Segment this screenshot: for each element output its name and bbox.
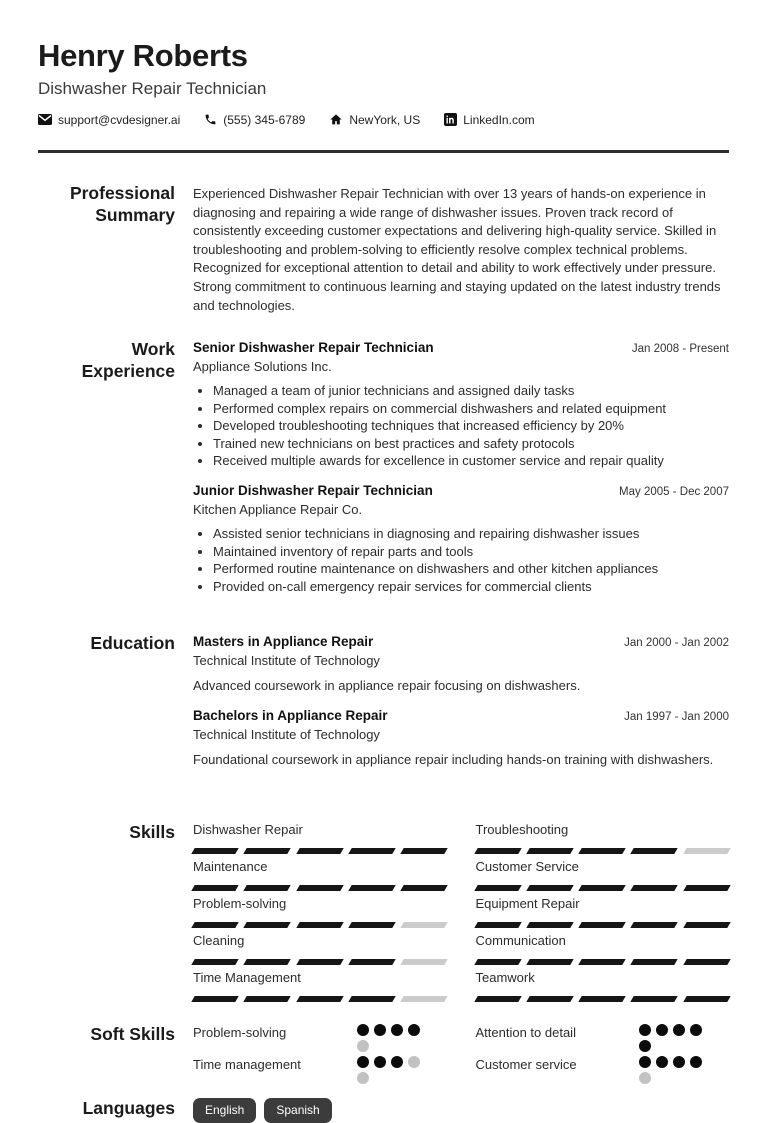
section-label-professional-summary: Professional Summary xyxy=(69,182,175,225)
skill-bar-segment-filled xyxy=(631,959,679,965)
job-company: Appliance Solutions Inc. xyxy=(193,359,332,375)
job-bullet: • Received multiple awards for excellence in customer service and repair quality xyxy=(213,452,729,470)
skill-bar-segment-empty xyxy=(400,996,448,1002)
contact-linkedin-text: LinkedIn.com xyxy=(463,112,535,127)
skill-level-bar xyxy=(193,922,447,928)
skill-bar-segment-filled xyxy=(296,959,344,965)
skill-item xyxy=(476,822,730,854)
email-icon xyxy=(38,114,52,125)
education-content xyxy=(193,633,729,768)
soft-skill-item xyxy=(476,1056,730,1084)
rating-dot-empty xyxy=(639,1072,651,1084)
contact-phone-text: (555) 345-6789 xyxy=(223,112,306,127)
skill-level-bar xyxy=(476,959,730,965)
section-label-work-experience: Work Experience xyxy=(81,339,175,381)
skill-bar-segment-filled xyxy=(191,885,239,891)
skill-level-bar xyxy=(476,885,730,891)
soft-skill-dots xyxy=(357,1056,429,1084)
contact-home xyxy=(329,113,420,127)
work-experience-content xyxy=(193,339,729,595)
skill-bar-segment-filled xyxy=(683,885,731,891)
section-label-skills: Skills xyxy=(129,822,175,843)
skill-bar-segment-filled xyxy=(348,959,396,965)
header-divider xyxy=(38,150,729,153)
rating-dot-filled xyxy=(639,1024,651,1036)
skill-item xyxy=(193,822,447,854)
job-bullet: • Assisted senior technicians in diagnosing and repairing dishwasher issues xyxy=(213,525,729,543)
skill-bar-segment-filled xyxy=(244,922,292,928)
soft-skill-dots xyxy=(639,1056,711,1084)
soft-skill-name: Problem-solving xyxy=(193,1025,287,1041)
skill-bar-segment-filled xyxy=(244,959,292,965)
rating-dot-filled xyxy=(673,1024,685,1036)
rating-dot-filled xyxy=(673,1056,685,1068)
job-bullet: • Performed routine maintenance on dishwashers and other kitchen appliances xyxy=(213,560,729,578)
job-bullet: • Trained new technicians on best practices and safety protocols xyxy=(213,435,729,453)
skill-bar-segment-filled xyxy=(348,922,396,928)
skill-bar-segment-empty xyxy=(400,922,448,928)
skill-bar-segment-filled xyxy=(191,848,239,854)
skill-bar-segment-filled xyxy=(296,885,344,891)
job-entry xyxy=(193,482,729,595)
skill-bar-segment-filled xyxy=(244,885,292,891)
skill-bar-segment-filled xyxy=(191,922,239,928)
job-dates: May 2005 - Dec 2007 xyxy=(619,486,729,499)
skill-bar-segment-filled xyxy=(526,996,574,1002)
skill-bar-segment-filled xyxy=(296,922,344,928)
section-label-languages: Languages xyxy=(82,1098,175,1119)
skill-name: Communication xyxy=(475,933,566,949)
education-description: Advanced coursework in appliance repair focusing on dishwashers. xyxy=(193,678,581,694)
rating-dot-filled xyxy=(690,1024,702,1036)
skill-name: Problem-solving xyxy=(193,896,287,912)
skill-name: Customer Service xyxy=(475,859,579,875)
skill-bar-segment-filled xyxy=(474,996,522,1002)
skill-bar-segment-filled xyxy=(578,848,626,854)
rating-dot-filled xyxy=(374,1056,386,1068)
soft-skill-dots xyxy=(357,1024,429,1052)
skill-name: Maintenance xyxy=(193,859,268,875)
section-professional-summary xyxy=(38,183,729,315)
skill-name: Teamwork xyxy=(475,970,535,986)
job-entry-head xyxy=(193,339,729,356)
skill-bar-segment-filled xyxy=(683,996,731,1002)
skill-bar-segment-filled xyxy=(244,996,292,1002)
skill-bar-segment-filled xyxy=(474,885,522,891)
job-bullet: • Provided on-call emergency repair services for commercial clients xyxy=(213,578,729,596)
skill-bar-segment-filled xyxy=(244,848,292,854)
education-dates: Jan 1997 - Jan 2000 xyxy=(624,711,729,724)
job-bullet: • Maintained inventory of repair parts and tools xyxy=(213,543,729,561)
section-work-experience xyxy=(38,339,729,595)
person-name: Henry Roberts xyxy=(38,38,248,73)
soft-skill-item xyxy=(476,1024,730,1052)
skill-bar-segment-empty xyxy=(683,848,731,854)
skill-name: Time Management xyxy=(193,970,301,986)
rating-dot-filled xyxy=(374,1024,386,1036)
soft-skill-item xyxy=(193,1056,447,1084)
skill-bar-segment-filled xyxy=(400,848,448,854)
education-degree: Bachelors in Appliance Repair xyxy=(193,708,388,724)
contact-email-text: support@cvdesigner.ai xyxy=(58,112,181,127)
education-entry-head xyxy=(193,633,729,650)
skill-bar-segment-filled xyxy=(400,885,448,891)
skill-bar-segment-filled xyxy=(683,922,731,928)
skill-level-bar xyxy=(476,996,730,1002)
phone-icon xyxy=(204,113,217,126)
education-dates: Jan 2000 - Jan 2002 xyxy=(624,637,729,650)
skill-bar-segment-filled xyxy=(683,959,731,965)
section-label-soft-skills: Soft Skills xyxy=(90,1024,175,1045)
skill-item xyxy=(476,970,730,1002)
job-title: Junior Dishwasher Repair Technician xyxy=(193,483,433,499)
rating-dot-filled xyxy=(690,1056,702,1068)
section-education xyxy=(38,633,729,768)
language-badge: Spanish xyxy=(264,1098,331,1123)
contact-row xyxy=(38,113,729,127)
skill-item xyxy=(193,933,447,965)
skill-bar-segment-filled xyxy=(348,885,396,891)
job-entry xyxy=(193,339,729,470)
skill-name: Cleaning xyxy=(193,933,245,949)
language-badge: English xyxy=(193,1098,256,1123)
linkedin-icon xyxy=(444,113,457,126)
skill-bar-segment-filled xyxy=(474,959,522,965)
rating-dot-empty xyxy=(357,1072,369,1084)
skill-bar-segment-filled xyxy=(578,959,626,965)
rating-dot-filled xyxy=(656,1024,668,1036)
resume-header xyxy=(38,40,729,127)
section-label-education: Education xyxy=(90,633,175,654)
summary-text: Experienced Dishwasher Repair Technician with over 13 years of hands-on experience in diagnosing and repairing a wide range of dishwasher issues. Proven track record of consistently exceeding customer expectations and delivering high-quality service. Skilled in troubleshooting and problem-solving to efficiently resolve complex technical problems. Recognized for exceptional attention to detail and ability to work effectively under pressure. Strong commitment to continuous learning and staying updated on the latest industry trends and technologies. xyxy=(193,185,721,313)
soft-skill-name: Time management xyxy=(193,1057,301,1073)
rating-dot-filled xyxy=(391,1056,403,1068)
skill-name: Equipment Repair xyxy=(475,896,580,912)
education-description: Foundational coursework in appliance repair including hands-on training with dishwashers. xyxy=(193,752,714,768)
education-entry xyxy=(193,707,729,768)
job-dates: Jan 2008 - Present xyxy=(631,343,729,356)
education-school: Technical Institute of Technology xyxy=(193,653,380,669)
skill-bar-segment-filled xyxy=(296,996,344,1002)
skill-bar-segment-filled xyxy=(191,996,239,1002)
education-degree: Masters in Appliance Repair xyxy=(193,634,374,650)
job-bullet: • Developed troubleshooting techniques that increased efficiency by 20% xyxy=(213,417,729,435)
rating-dot-filled xyxy=(656,1056,668,1068)
education-entry xyxy=(193,633,729,694)
skill-level-bar xyxy=(193,996,447,1002)
skill-bar-segment-filled xyxy=(296,848,344,854)
rating-dot-filled xyxy=(639,1040,651,1052)
skill-item xyxy=(193,896,447,928)
skill-level-bar xyxy=(193,959,447,965)
section-skills xyxy=(38,822,729,1002)
skill-name: Troubleshooting xyxy=(475,822,569,838)
rating-dot-filled xyxy=(357,1024,369,1036)
skill-bar-segment-filled xyxy=(631,848,679,854)
skill-bar-segment-filled xyxy=(631,885,679,891)
person-job-title: Dishwasher Repair Technician xyxy=(38,78,267,98)
skill-bar-segment-filled xyxy=(578,922,626,928)
job-entry-head xyxy=(193,482,729,499)
rating-dot-filled xyxy=(639,1056,651,1068)
job-company: Kitchen Appliance Repair Co. xyxy=(193,502,363,518)
job-bullet-list xyxy=(193,525,729,595)
soft-skills-grid xyxy=(193,1024,729,1084)
skill-level-bar xyxy=(193,885,447,891)
skill-bar-segment-filled xyxy=(348,996,396,1002)
skill-item xyxy=(476,933,730,965)
skill-item xyxy=(193,970,447,1002)
skill-item xyxy=(476,896,730,928)
skill-level-bar xyxy=(193,848,447,854)
soft-skill-item xyxy=(193,1024,447,1052)
home-icon xyxy=(329,113,343,126)
rating-dot-filled xyxy=(391,1024,403,1036)
skills-grid xyxy=(193,822,729,1002)
job-bullet-list xyxy=(193,382,729,470)
skill-bar-segment-filled xyxy=(526,959,574,965)
contact-linkedin[interactable] xyxy=(444,113,534,127)
languages-list xyxy=(193,1098,729,1123)
skill-bar-segment-filled xyxy=(191,959,239,965)
skill-bar-segment-filled xyxy=(578,996,626,1002)
soft-skill-name: Customer service xyxy=(475,1057,577,1073)
job-bullet: • Managed a team of junior technicians and assigned daily tasks xyxy=(213,382,729,400)
skill-bar-segment-filled xyxy=(631,996,679,1002)
contact-phone xyxy=(204,113,305,127)
skill-bar-segment-empty xyxy=(400,959,448,965)
skill-bar-segment-filled xyxy=(474,922,522,928)
education-entry-head xyxy=(193,707,729,724)
rating-dot-empty xyxy=(408,1056,420,1068)
skill-bar-segment-filled xyxy=(526,848,574,854)
skill-bar-segment-filled xyxy=(578,885,626,891)
contact-home-text: NewYork, US xyxy=(349,112,421,127)
rating-dot-filled xyxy=(408,1024,420,1036)
skill-level-bar xyxy=(476,922,730,928)
job-title: Senior Dishwasher Repair Technician xyxy=(193,340,434,356)
skill-bar-segment-filled xyxy=(348,848,396,854)
skill-level-bar xyxy=(476,848,730,854)
soft-skill-name: Attention to detail xyxy=(475,1025,576,1041)
skill-item xyxy=(193,859,447,891)
contact-email[interactable] xyxy=(38,113,180,127)
skill-bar-segment-filled xyxy=(526,922,574,928)
rating-dot-empty xyxy=(357,1040,369,1052)
skill-bar-segment-filled xyxy=(474,848,522,854)
skill-bar-segment-filled xyxy=(526,885,574,891)
job-bullet: • Performed complex repairs on commercial dishwashers and related equipment xyxy=(213,400,729,418)
skill-name: Dishwasher Repair xyxy=(193,822,303,838)
rating-dot-filled xyxy=(357,1056,369,1068)
skill-bar-segment-filled xyxy=(631,922,679,928)
soft-skill-dots xyxy=(639,1024,711,1052)
section-languages xyxy=(38,1098,729,1123)
education-school: Technical Institute of Technology xyxy=(193,727,380,743)
section-soft-skills xyxy=(38,1024,729,1084)
skill-item xyxy=(476,859,730,891)
